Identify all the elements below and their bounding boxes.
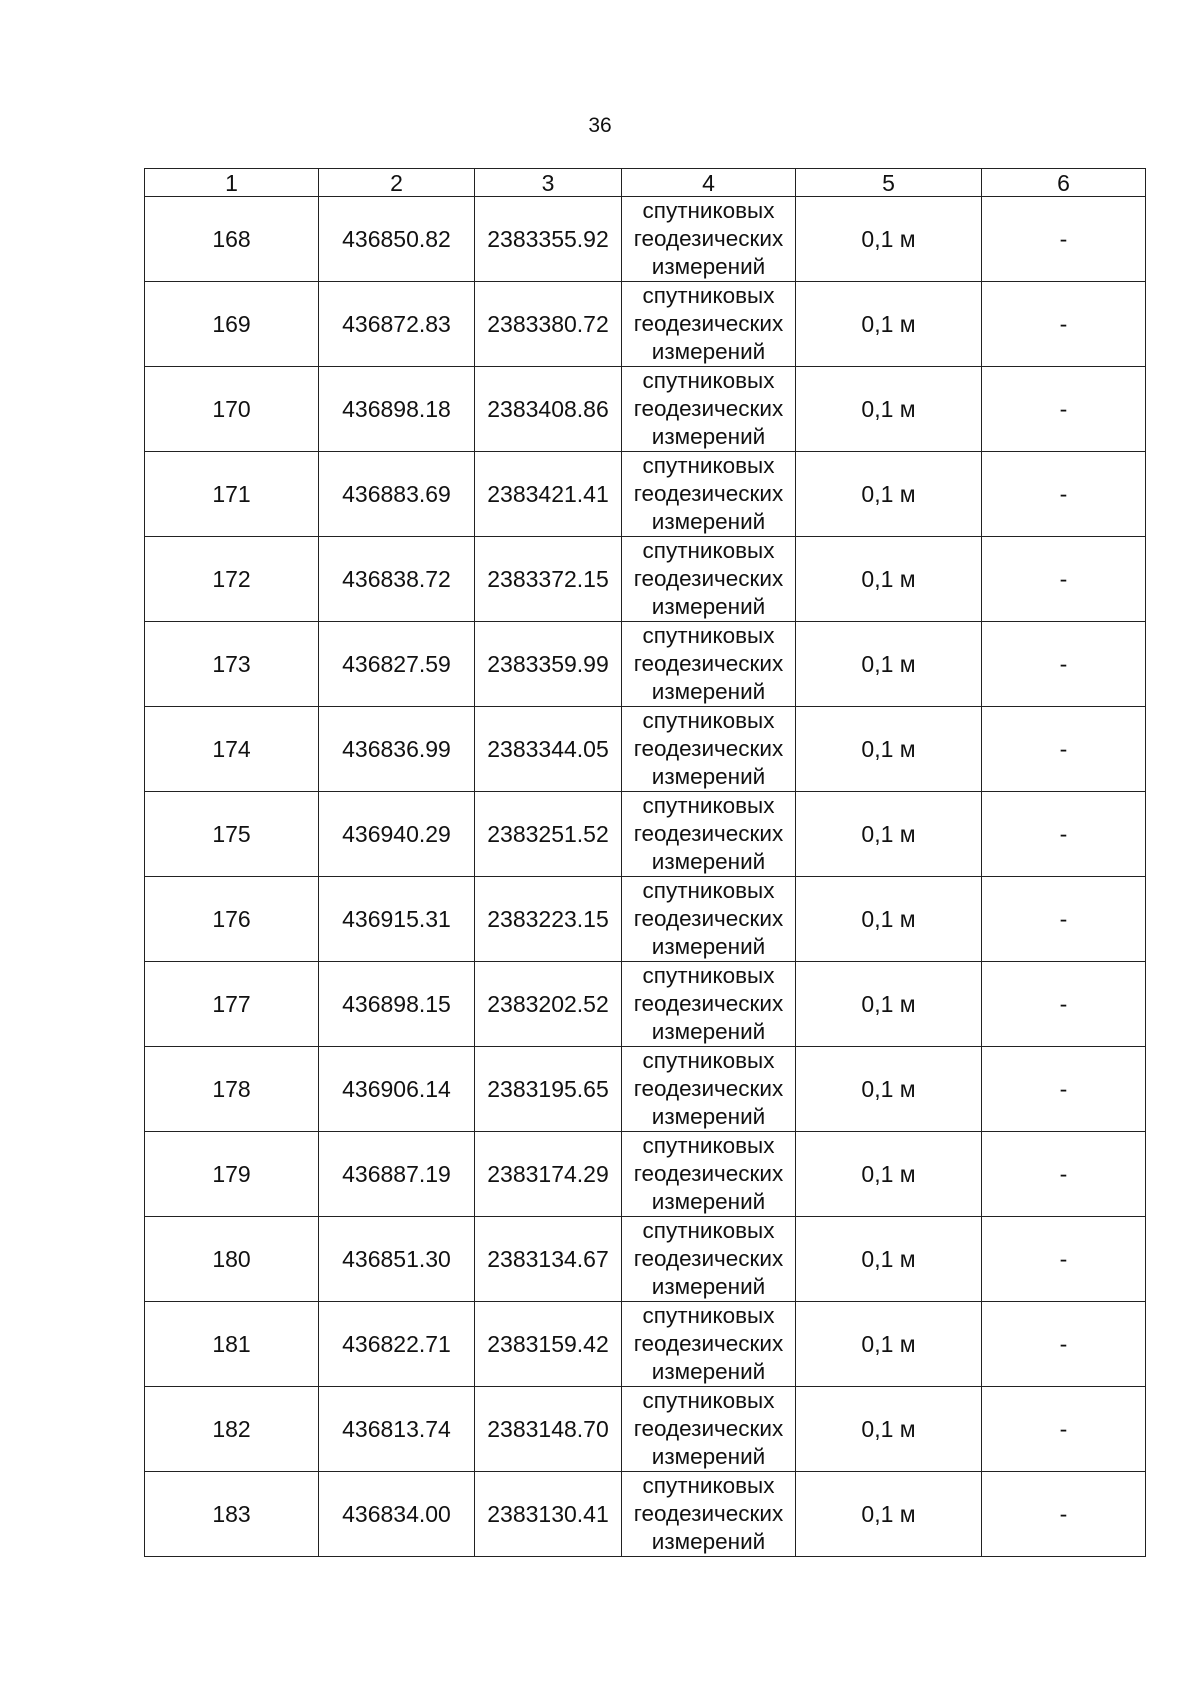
method-line: измерений xyxy=(651,424,766,449)
method-line: геодезических xyxy=(633,1331,784,1356)
note-cell: - xyxy=(982,537,1146,622)
coordinate-x-cell: 436851.30 xyxy=(319,1217,475,1302)
accuracy-cell: 0,1 м xyxy=(796,1217,982,1302)
header-col-1: 1 xyxy=(145,169,319,197)
table-header xyxy=(145,169,1146,197)
header-col-4: 4 xyxy=(622,169,796,197)
method-cell xyxy=(622,1132,796,1217)
method-line: спутниковых xyxy=(642,1048,775,1073)
method-cell xyxy=(622,452,796,537)
method-line: спутниковых xyxy=(642,708,775,733)
method-line: измерений xyxy=(651,509,766,534)
method-line: измерений xyxy=(651,1019,766,1044)
method-line: геодезических xyxy=(633,1501,784,1526)
point-number-cell: 175 xyxy=(145,792,319,877)
note-cell: - xyxy=(982,1132,1146,1217)
method-line: спутниковых xyxy=(642,1303,775,1328)
method-line: геодезических xyxy=(633,396,784,421)
method-cell xyxy=(622,1217,796,1302)
method-cell xyxy=(622,962,796,1047)
coordinate-x-cell: 436872.83 xyxy=(319,282,475,367)
coordinate-y-cell: 2383134.67 xyxy=(475,1217,622,1302)
accuracy-cell: 0,1 м xyxy=(796,537,982,622)
coordinate-y-cell: 2383148.70 xyxy=(475,1387,622,1472)
point-number-cell: 179 xyxy=(145,1132,319,1217)
method-cell xyxy=(622,197,796,282)
method-line: измерений xyxy=(651,849,766,874)
coordinate-y-cell: 2383355.92 xyxy=(475,197,622,282)
method-line: геодезических xyxy=(633,1161,784,1186)
method-cell xyxy=(622,792,796,877)
method-line: геодезических xyxy=(633,1076,784,1101)
note-cell: - xyxy=(982,1047,1146,1132)
table-row xyxy=(145,282,1146,367)
coordinate-y-cell: 2383359.99 xyxy=(475,622,622,707)
coordinate-x-cell: 436813.74 xyxy=(319,1387,475,1472)
method-line: спутниковых xyxy=(642,283,775,308)
method-line: измерений xyxy=(651,934,766,959)
coordinate-y-cell: 2383372.15 xyxy=(475,537,622,622)
point-number-cell: 171 xyxy=(145,452,319,537)
method-line: геодезических xyxy=(633,821,784,846)
coordinate-x-cell: 436887.19 xyxy=(319,1132,475,1217)
coordinate-y-cell: 2383159.42 xyxy=(475,1302,622,1387)
table-row xyxy=(145,622,1146,707)
accuracy-cell: 0,1 м xyxy=(796,1302,982,1387)
note-cell: - xyxy=(982,1302,1146,1387)
accuracy-cell: 0,1 м xyxy=(796,1132,982,1217)
coordinate-y-cell: 2383202.52 xyxy=(475,962,622,1047)
accuracy-cell: 0,1 м xyxy=(796,962,982,1047)
coordinate-y-cell: 2383174.29 xyxy=(475,1132,622,1217)
coordinate-y-cell: 2383223.15 xyxy=(475,877,622,962)
method-line: спутниковых xyxy=(642,1133,775,1158)
method-line: измерений xyxy=(651,594,766,619)
method-line: спутниковых xyxy=(642,793,775,818)
method-cell xyxy=(622,1387,796,1472)
method-line: геодезических xyxy=(633,651,784,676)
method-line: спутниковых xyxy=(642,1218,775,1243)
method-line: спутниковых xyxy=(642,623,775,648)
coordinate-x-cell: 436822.71 xyxy=(319,1302,475,1387)
note-cell: - xyxy=(982,367,1146,452)
method-line: спутниковых xyxy=(642,1388,775,1413)
accuracy-cell: 0,1 м xyxy=(796,1472,982,1557)
point-number-cell: 183 xyxy=(145,1472,319,1557)
accuracy-cell: 0,1 м xyxy=(796,792,982,877)
coordinate-x-cell: 436915.31 xyxy=(319,877,475,962)
table-row xyxy=(145,962,1146,1047)
note-cell: - xyxy=(982,1387,1146,1472)
method-line: измерений xyxy=(651,1189,766,1214)
header-col-5: 5 xyxy=(796,169,982,197)
table-row xyxy=(145,1047,1146,1132)
coordinate-x-cell: 436827.59 xyxy=(319,622,475,707)
method-cell xyxy=(622,707,796,792)
note-cell: - xyxy=(982,962,1146,1047)
method-line: измерений xyxy=(651,1359,766,1384)
coordinate-y-cell: 2383251.52 xyxy=(475,792,622,877)
table-row xyxy=(145,1217,1146,1302)
note-cell: - xyxy=(982,1472,1146,1557)
coordinate-x-cell: 436850.82 xyxy=(319,197,475,282)
point-number-cell: 181 xyxy=(145,1302,319,1387)
note-cell: - xyxy=(982,282,1146,367)
method-line: спутниковых xyxy=(642,1473,775,1498)
point-number-cell: 174 xyxy=(145,707,319,792)
coordinate-x-cell: 436834.00 xyxy=(319,1472,475,1557)
point-number-cell: 182 xyxy=(145,1387,319,1472)
method-cell xyxy=(622,1302,796,1387)
coordinate-x-cell: 436940.29 xyxy=(319,792,475,877)
method-line: геодезических xyxy=(633,481,784,506)
table-row xyxy=(145,1472,1146,1557)
header-col-6: 6 xyxy=(982,169,1146,197)
method-line: спутниковых xyxy=(642,963,775,988)
table-row xyxy=(145,707,1146,792)
accuracy-cell: 0,1 м xyxy=(796,622,982,707)
method-line: спутниковых xyxy=(642,368,775,393)
method-line: спутниковых xyxy=(642,198,775,223)
coordinate-y-cell: 2383380.72 xyxy=(475,282,622,367)
coordinate-x-cell: 436906.14 xyxy=(319,1047,475,1132)
accuracy-cell: 0,1 м xyxy=(796,707,982,792)
accuracy-cell: 0,1 м xyxy=(796,877,982,962)
note-cell: - xyxy=(982,197,1146,282)
point-number-cell: 169 xyxy=(145,282,319,367)
coordinate-y-cell: 2383130.41 xyxy=(475,1472,622,1557)
method-line: измерений xyxy=(651,339,766,364)
accuracy-cell: 0,1 м xyxy=(796,452,982,537)
method-cell xyxy=(622,537,796,622)
method-line: измерений xyxy=(651,254,766,279)
method-cell xyxy=(622,1472,796,1557)
accuracy-cell: 0,1 м xyxy=(796,282,982,367)
method-line: измерений xyxy=(651,1274,766,1299)
coordinate-x-cell: 436836.99 xyxy=(319,707,475,792)
coordinate-y-cell: 2383408.86 xyxy=(475,367,622,452)
table-row xyxy=(145,537,1146,622)
header-row xyxy=(145,169,1146,197)
method-line: спутниковых xyxy=(642,538,775,563)
coordinate-x-cell: 436898.15 xyxy=(319,962,475,1047)
coordinate-x-cell: 436838.72 xyxy=(319,537,475,622)
table-row xyxy=(145,877,1146,962)
point-number-cell: 180 xyxy=(145,1217,319,1302)
point-number-cell: 176 xyxy=(145,877,319,962)
method-line: геодезических xyxy=(633,1246,784,1271)
method-line: спутниковых xyxy=(642,453,775,478)
table-row xyxy=(145,1302,1146,1387)
table-row xyxy=(145,367,1146,452)
coordinate-y-cell: 2383421.41 xyxy=(475,452,622,537)
table-row xyxy=(145,1387,1146,1472)
table-row xyxy=(145,452,1146,537)
method-cell xyxy=(622,877,796,962)
method-line: геодезических xyxy=(633,906,784,931)
point-number-cell: 178 xyxy=(145,1047,319,1132)
accuracy-cell: 0,1 м xyxy=(796,197,982,282)
note-cell: - xyxy=(982,792,1146,877)
coordinate-x-cell: 436898.18 xyxy=(319,367,475,452)
note-cell: - xyxy=(982,452,1146,537)
method-line: спутниковых xyxy=(642,878,775,903)
method-cell xyxy=(622,367,796,452)
method-line: измерений xyxy=(651,1529,766,1554)
method-line: геодезических xyxy=(633,736,784,761)
coordinate-y-cell: 2383195.65 xyxy=(475,1047,622,1132)
method-cell xyxy=(622,282,796,367)
accuracy-cell: 0,1 м xyxy=(796,367,982,452)
method-line: геодезических xyxy=(633,226,784,251)
coordinate-y-cell: 2383344.05 xyxy=(475,707,622,792)
table-body xyxy=(145,197,1146,1557)
method-cell xyxy=(622,622,796,707)
method-line: измерений xyxy=(651,764,766,789)
point-number-cell: 173 xyxy=(145,622,319,707)
note-cell: - xyxy=(982,622,1146,707)
point-number-cell: 170 xyxy=(145,367,319,452)
point-number-cell: 168 xyxy=(145,197,319,282)
header-col-3: 3 xyxy=(475,169,622,197)
method-line: геодезических xyxy=(633,1416,784,1441)
method-cell xyxy=(622,1047,796,1132)
method-line: измерений xyxy=(651,679,766,704)
table-row xyxy=(145,1132,1146,1217)
note-cell: - xyxy=(982,1217,1146,1302)
page-number: 36 xyxy=(588,114,612,137)
note-cell: - xyxy=(982,707,1146,792)
table-row xyxy=(145,197,1146,282)
point-number-cell: 172 xyxy=(145,537,319,622)
method-line: измерений xyxy=(651,1444,766,1469)
method-line: геодезических xyxy=(633,311,784,336)
coordinate-x-cell: 436883.69 xyxy=(319,452,475,537)
coordinates-table xyxy=(144,168,1146,1557)
method-line: измерений xyxy=(651,1104,766,1129)
method-line: геодезических xyxy=(633,991,784,1016)
table-row xyxy=(145,792,1146,877)
header-col-2: 2 xyxy=(319,169,475,197)
accuracy-cell: 0,1 м xyxy=(796,1387,982,1472)
accuracy-cell: 0,1 м xyxy=(796,1047,982,1132)
point-number-cell: 177 xyxy=(145,962,319,1047)
note-cell: - xyxy=(982,877,1146,962)
method-line: геодезических xyxy=(633,566,784,591)
